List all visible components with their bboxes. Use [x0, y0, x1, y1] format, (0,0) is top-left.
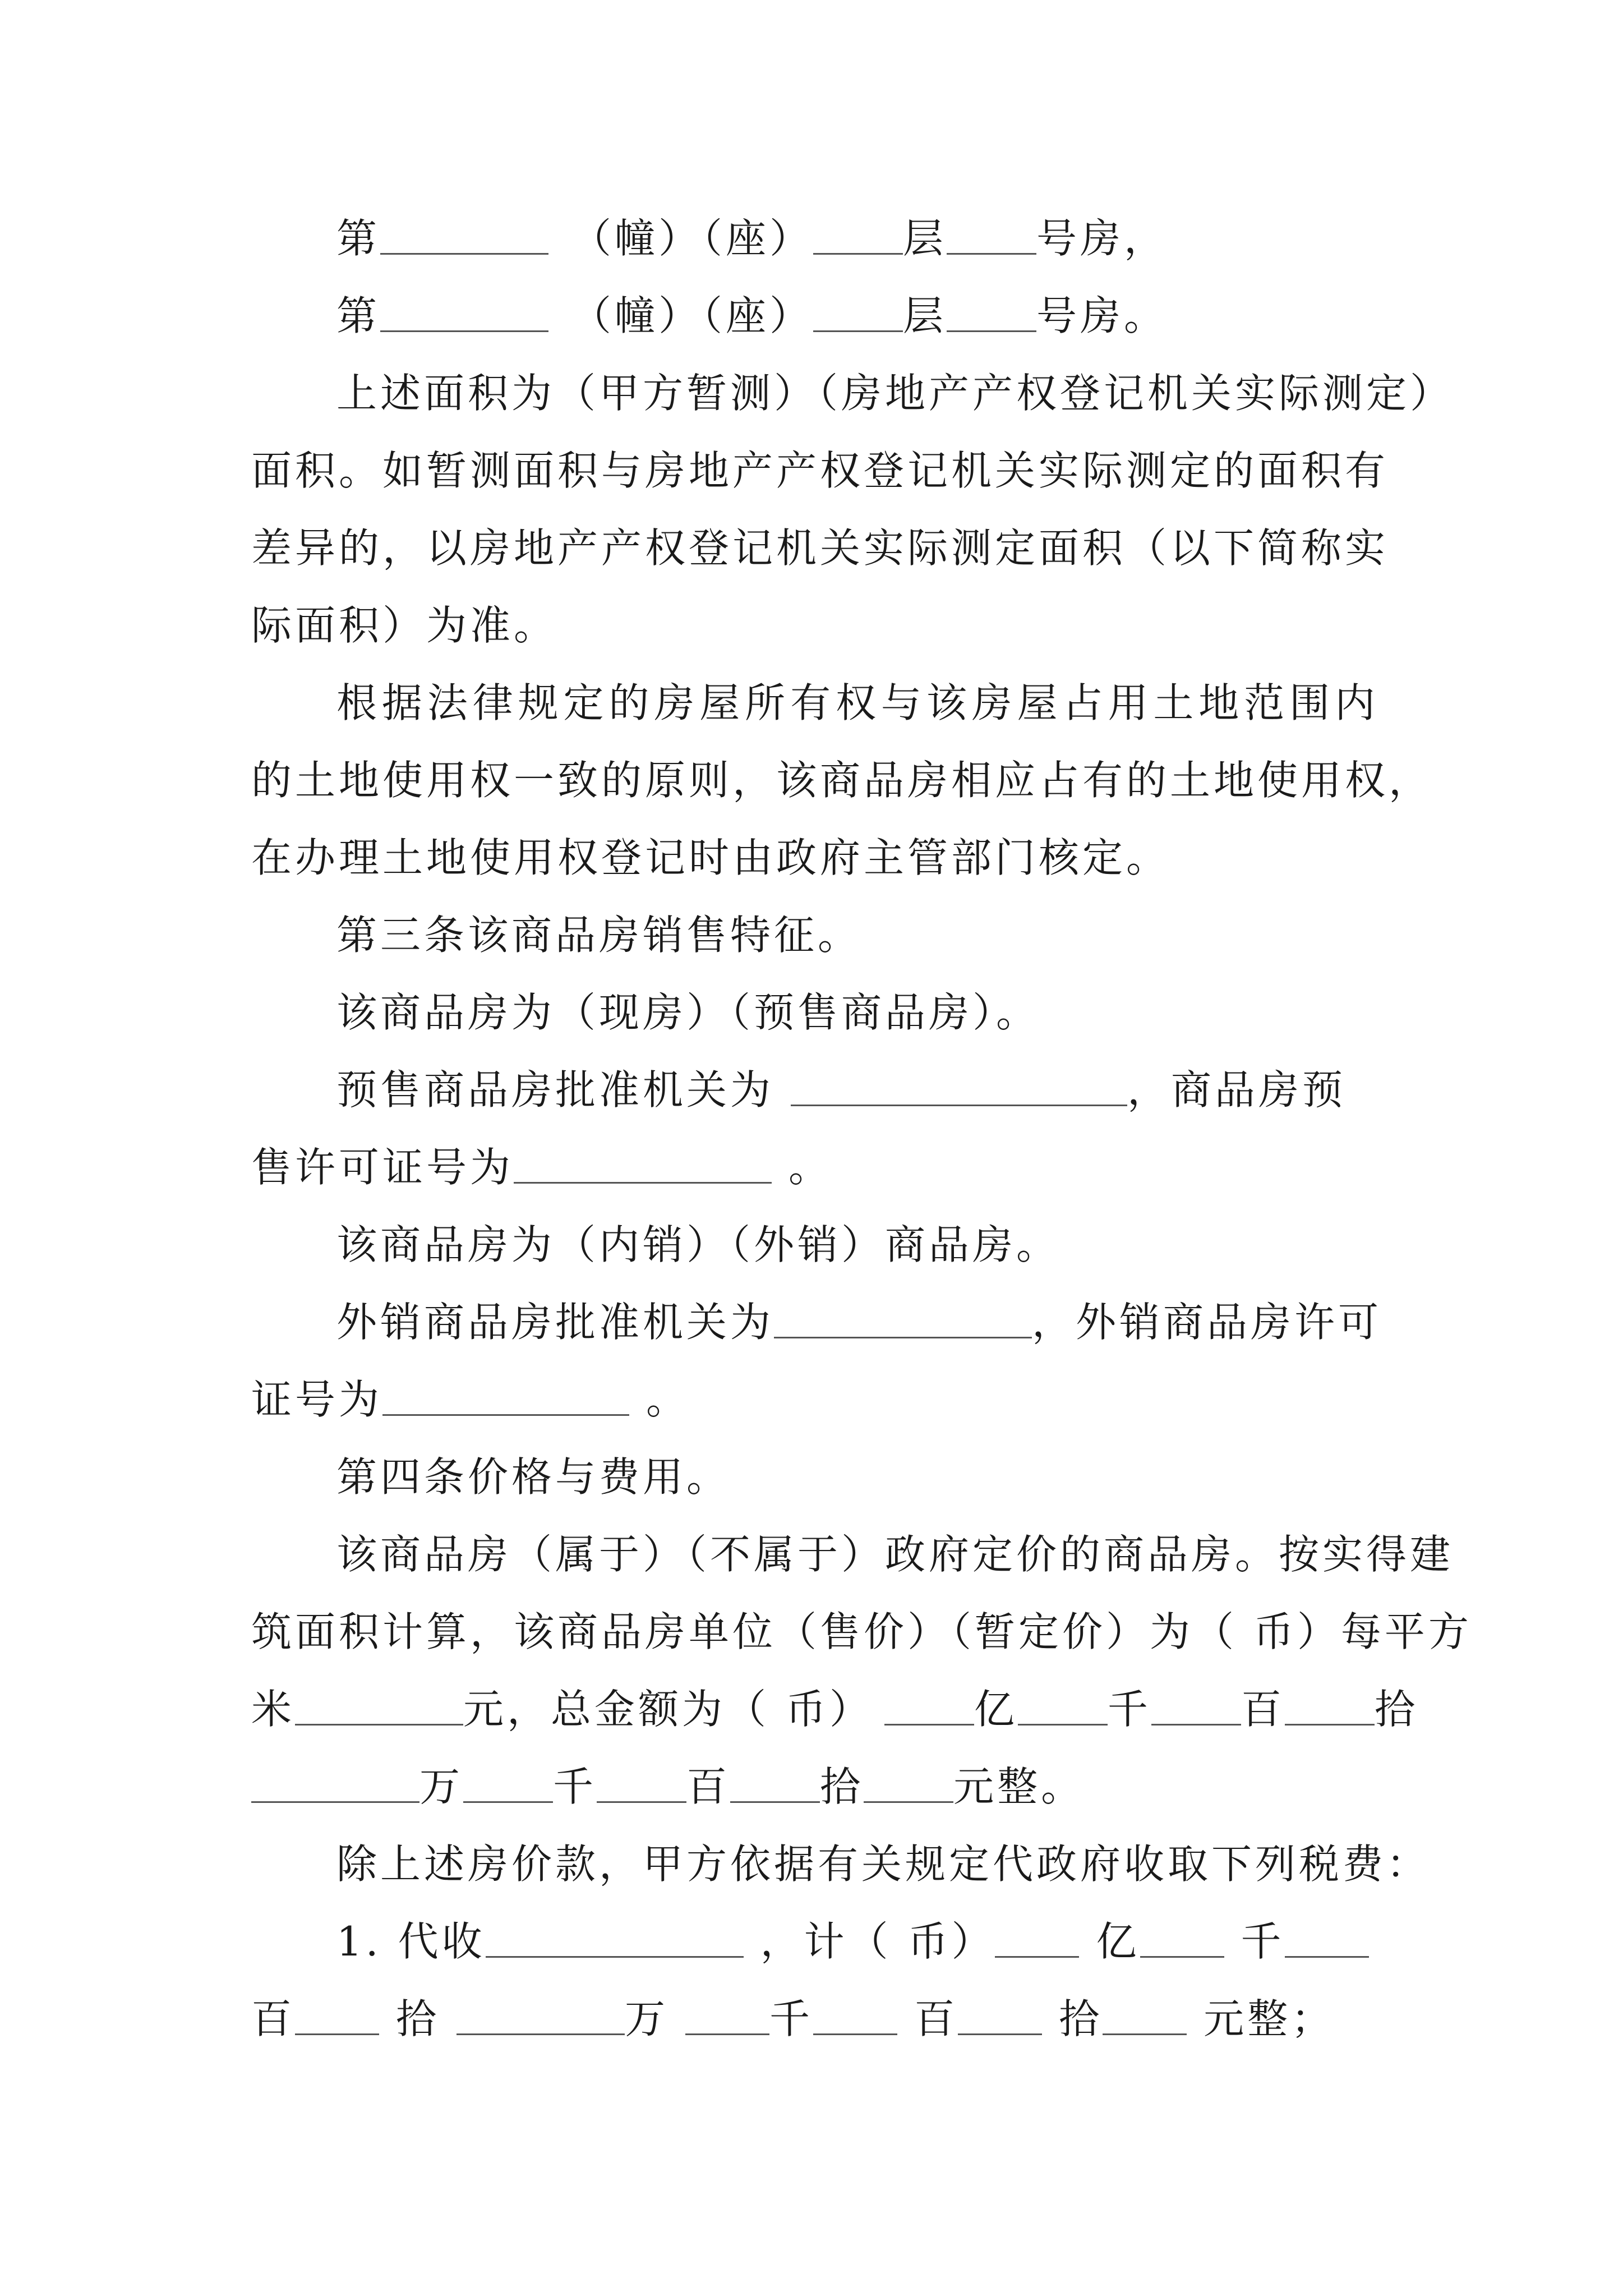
- text-line: [251, 1369, 1378, 1430]
- fill-blank: [251, 1763, 419, 1803]
- text-line: 在办理土地使用权登记时由政府主管部门核定。: [251, 834, 1170, 881]
- text-line: 际面积）为准。: [251, 602, 558, 649]
- line-text: 拾: [820, 1763, 864, 1810]
- line-text: 百: [251, 1995, 296, 2042]
- line-text: 拾: [1059, 1995, 1103, 2042]
- text-line: 该商品房为（内销）（外销）商品房。: [336, 1221, 1061, 1268]
- fill-blank: [457, 1995, 625, 2035]
- fill-blank: [685, 1995, 769, 2035]
- text-line: 的土地使用权一致的原则，该商品房相应占有的土地使用权，: [251, 757, 1433, 804]
- text-line: 该商品房（属于）（不属于）政府定价的商品房。按实得建: [336, 1531, 1454, 1578]
- line-text: 千: [769, 1995, 814, 2042]
- text-line: 面积。如暂测面积与房地产产权登记机关实际测定的面积有: [251, 447, 1389, 494]
- line-text: 号房。: [1036, 292, 1168, 339]
- section-heading: 第四条价格与费用。: [336, 1453, 731, 1501]
- line-text: ，商品房预: [1127, 1066, 1347, 1114]
- fill-blank: [995, 1918, 1079, 1958]
- fill-blank: [380, 292, 548, 332]
- line-text: 亿: [1096, 1918, 1140, 1965]
- text-line: 差异的，以房地产产权登记机关实际测定面积（以下简称实: [251, 524, 1389, 572]
- line-text: 层: [903, 215, 947, 262]
- line-text: 百: [686, 1763, 731, 1810]
- fill-blank: [597, 1763, 686, 1803]
- text-line: 根据法律规定的房屋所有权与该房屋占用土地范围内: [336, 679, 1378, 726]
- line-text: 号房，: [1036, 215, 1168, 262]
- text-line: 上述面积为（甲方暂测）（房地产产权登记机关实际测定）: [336, 370, 1454, 417]
- fill-blank: [813, 292, 903, 332]
- fill-blank: [1285, 1686, 1375, 1726]
- line-text: 证号为: [251, 1376, 383, 1423]
- text-line: 除上述房价款，甲方依据有关规定代政府收取下列税费：: [336, 1841, 1431, 1888]
- line-text: 元整；: [1204, 1995, 1335, 2042]
- fill-blank: [813, 1995, 897, 2035]
- fill-blank: [1151, 1686, 1241, 1726]
- text-line: 筑面积计算，该商品房单位（售价）（暂定价）为（ 币）每平方: [251, 1608, 1472, 1655]
- line-text: 1. 代收: [336, 1918, 486, 1965]
- fill-blank: [791, 1066, 1127, 1106]
- fill-blank: [295, 1995, 379, 2035]
- fill-blank: [1018, 1686, 1108, 1726]
- text-line: [336, 1059, 1378, 1121]
- section-heading: 第三条该商品房销售特征。: [336, 912, 862, 959]
- line-text: 第: [336, 292, 381, 339]
- fill-blank: [1140, 1918, 1224, 1958]
- line-text: （幢）（座）: [571, 215, 814, 262]
- line-text: 第: [336, 215, 381, 262]
- line-text: 售许可证号为: [251, 1144, 514, 1191]
- fill-blank: [295, 1686, 463, 1726]
- line-text: 层: [903, 292, 947, 339]
- text-line: [251, 1756, 1378, 1818]
- fill-blank: [1285, 1918, 1369, 1958]
- fill-blank: [813, 215, 903, 255]
- fill-blank: [463, 1763, 553, 1803]
- text-line: [251, 1137, 1378, 1198]
- fill-blank: [382, 1376, 629, 1416]
- line-text: 千: [1241, 1918, 1285, 1965]
- fill-blank: [947, 292, 1036, 332]
- fill-blank: [774, 1299, 1032, 1338]
- line-text: 万: [625, 1995, 669, 2042]
- line-text: 拾: [1374, 1686, 1418, 1733]
- line-text: 拾: [396, 1995, 440, 2042]
- fill-blank: [864, 1763, 953, 1803]
- line-text: 。: [646, 1376, 690, 1423]
- text-line: [336, 1291, 1382, 1353]
- line-text: 外销商品房批准机关为: [336, 1299, 774, 1346]
- line-text: （幢）（座）: [571, 292, 814, 339]
- text-line: [336, 285, 1378, 347]
- fill-blank: [380, 215, 548, 255]
- line-text: 预售商品房批准机关为: [336, 1066, 774, 1114]
- fill-blank: [1103, 1995, 1187, 2035]
- line-text: 亿: [974, 1686, 1018, 1733]
- line-text: 元，总金额为（ 币）: [463, 1686, 873, 1733]
- fill-blank: [514, 1144, 772, 1184]
- line-text: 。: [789, 1144, 833, 1191]
- line-text: ，外销商品房许可: [1032, 1299, 1382, 1346]
- line-text: ，计（ 币）: [760, 1918, 995, 1965]
- text-line: [251, 1988, 1378, 2050]
- line-text: 米: [251, 1686, 296, 1733]
- line-text: 千: [1107, 1686, 1151, 1733]
- line-text: 百: [1241, 1686, 1285, 1733]
- fill-blank: [486, 1918, 744, 1958]
- fill-blank: [884, 1686, 974, 1726]
- fill-blank: [958, 1995, 1042, 2035]
- text-line: [336, 1911, 1378, 1972]
- line-text: 千: [553, 1763, 597, 1810]
- fill-blank: [947, 215, 1036, 255]
- text-line: 该商品房为（现房）（预售商品房）。: [336, 989, 1040, 1036]
- fill-blank: [730, 1763, 820, 1803]
- line-text: 元整。: [953, 1763, 1085, 1810]
- text-line: [336, 208, 1378, 269]
- line-text: 百: [914, 1995, 958, 2042]
- line-text: 万: [419, 1763, 464, 1810]
- text-line: [251, 1678, 1418, 1740]
